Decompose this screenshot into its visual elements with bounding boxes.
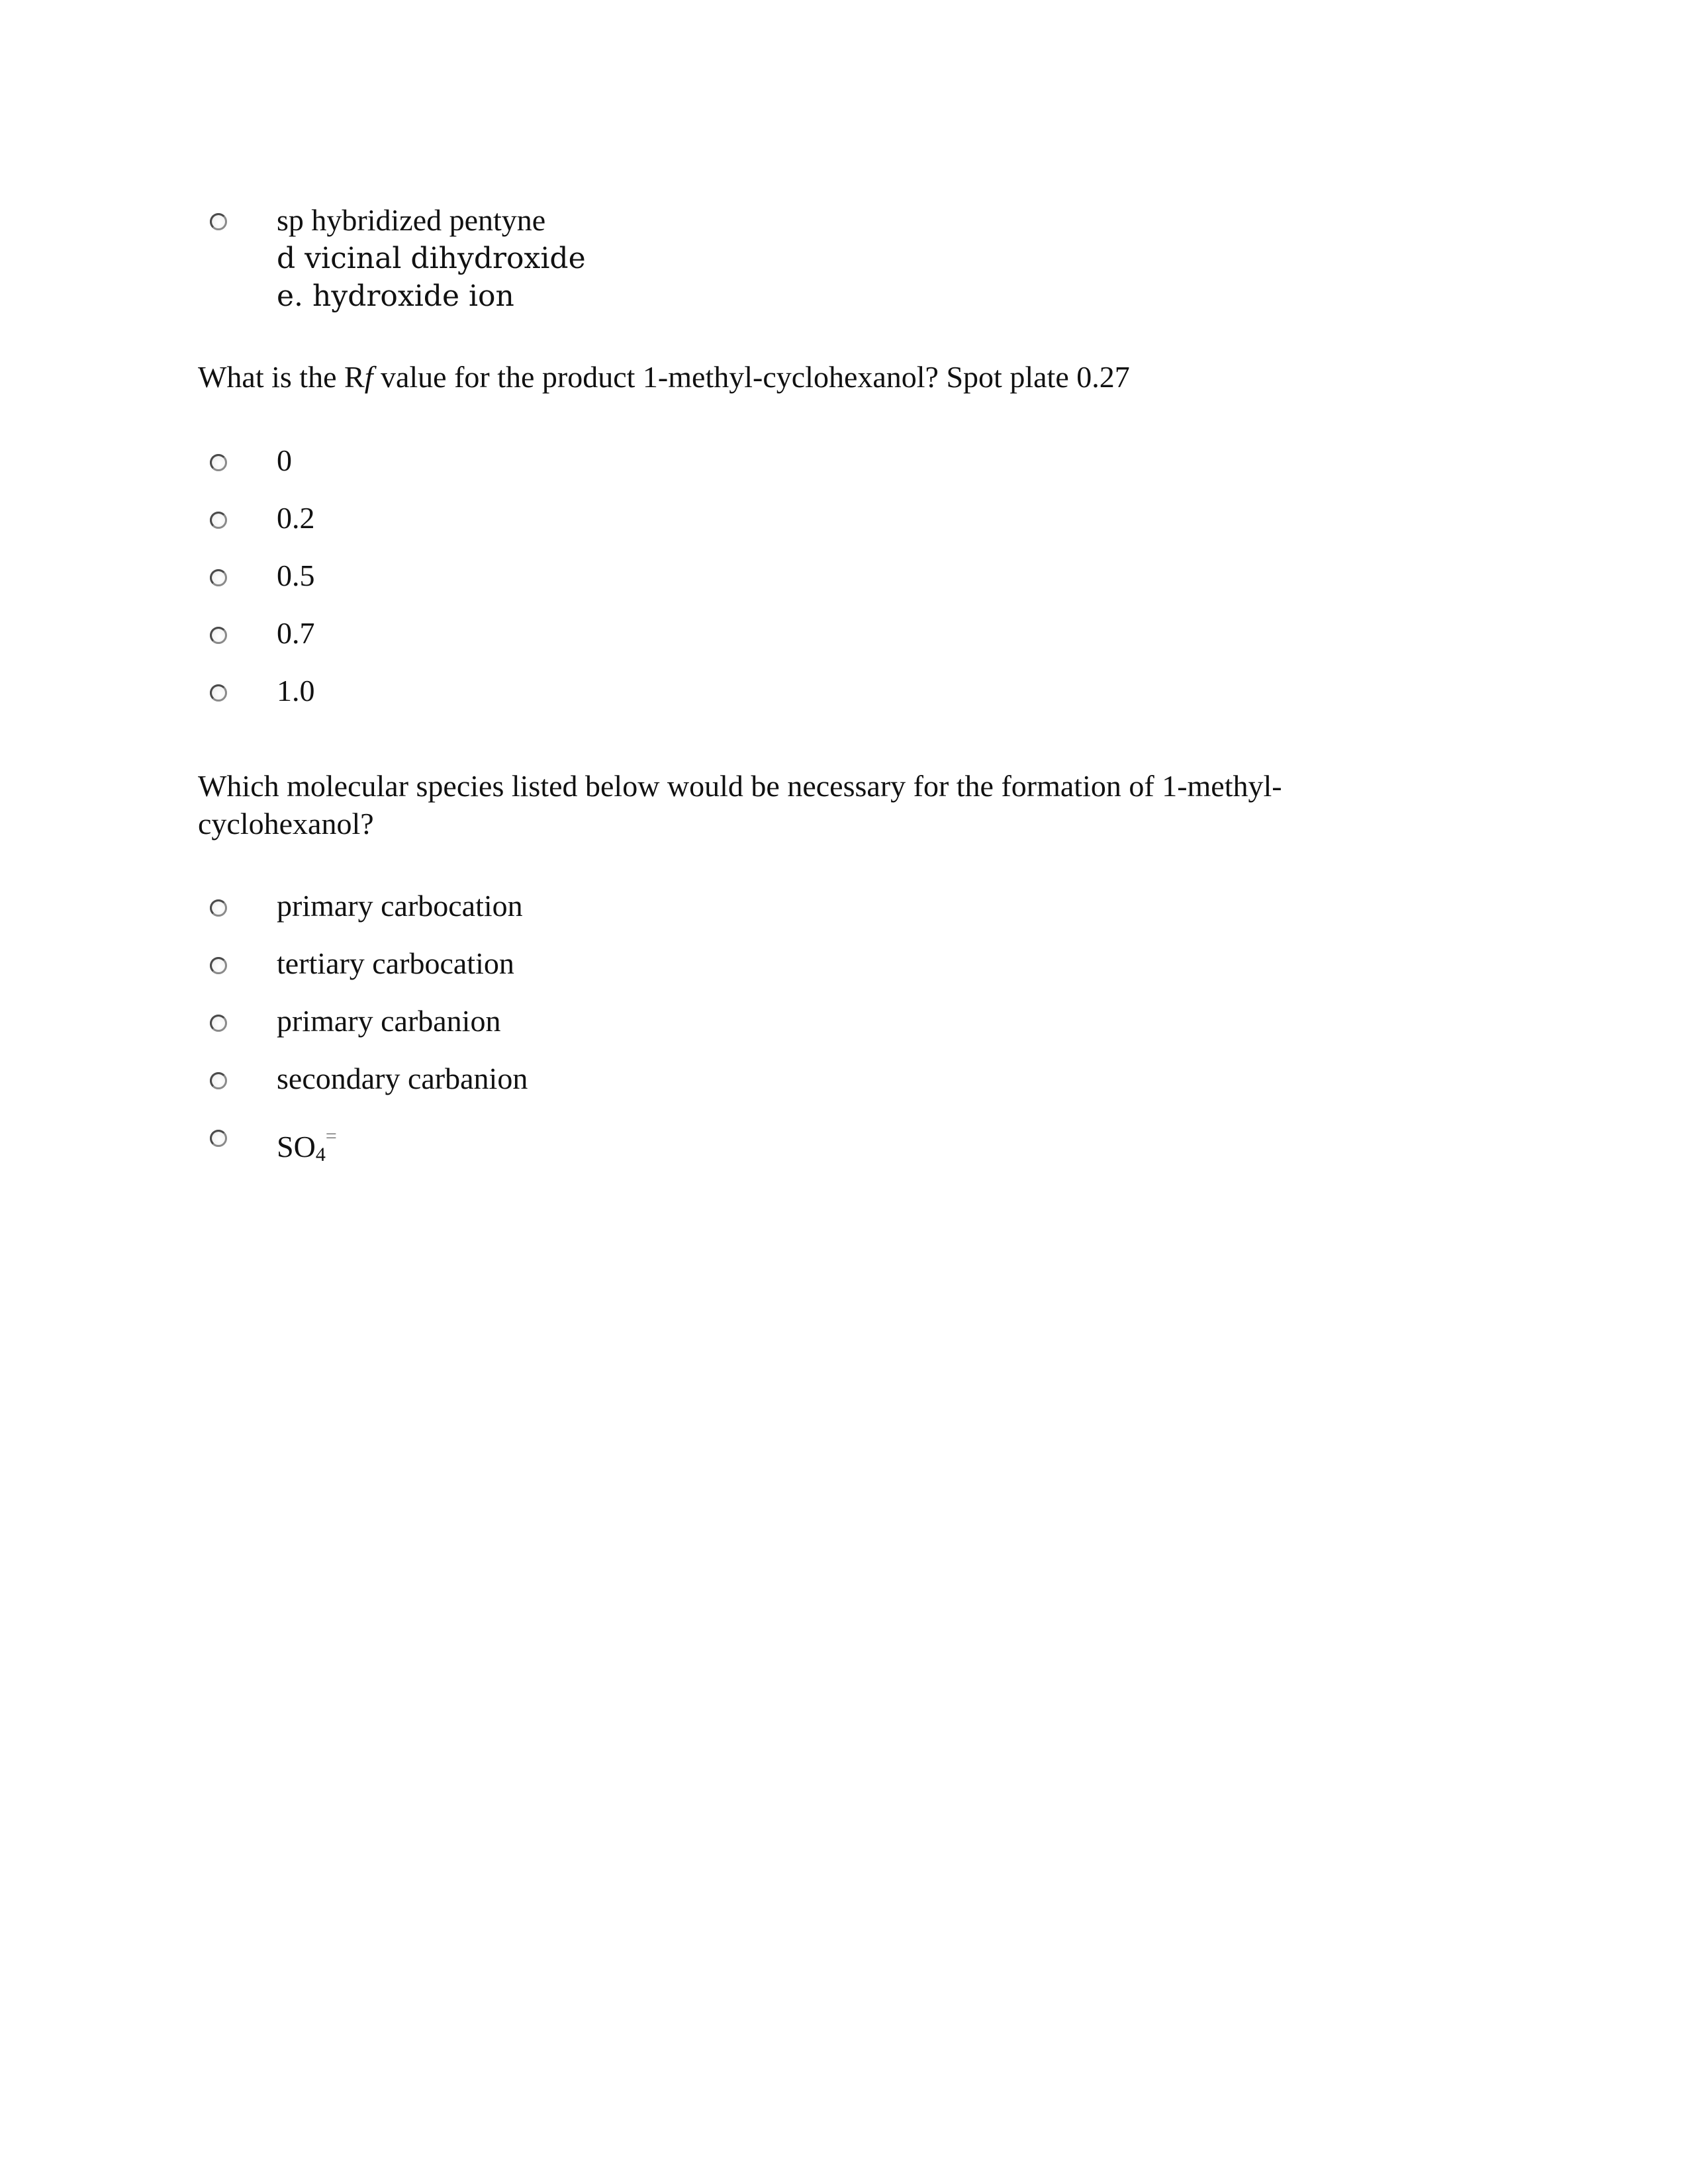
option-label: 0.2 xyxy=(277,501,315,535)
option-label: primary carbocation xyxy=(277,889,523,923)
question-italic-f: f xyxy=(364,360,373,394)
question-prefix: What is the R xyxy=(198,360,365,394)
option-label: 0.5 xyxy=(277,559,315,592)
option-label: secondary carbanion xyxy=(277,1062,528,1095)
question-text-line-1: Which molecular species listed below would be necessary for the formation of 1-methyl- xyxy=(198,769,1282,803)
radio-button[interactable] xyxy=(210,512,227,529)
question-text xyxy=(198,358,1130,396)
radio-button[interactable] xyxy=(210,899,227,917)
radio-button[interactable] xyxy=(210,1072,227,1089)
question-text-line-2: cyclohexanol? xyxy=(198,807,374,841)
option-line-1: sp hybridized pentyne xyxy=(277,203,546,237)
radio-button[interactable] xyxy=(210,684,227,702)
radio-button[interactable] xyxy=(210,957,227,974)
radio-button[interactable] xyxy=(210,1130,227,1147)
option-label: primary carbanion xyxy=(277,1004,501,1038)
option-label: 0 xyxy=(277,443,292,477)
radio-button[interactable] xyxy=(210,454,227,471)
radio-button[interactable] xyxy=(210,627,227,644)
option-line-3: e. hydroxide ion xyxy=(277,279,514,313)
formula-base: SO xyxy=(277,1130,316,1163)
formula-subscript: 4 xyxy=(315,1144,326,1165)
option-label: 0.7 xyxy=(277,616,315,650)
option-label: tertiary carbocation xyxy=(277,946,514,980)
radio-button[interactable] xyxy=(210,569,227,586)
option-label-sulfate xyxy=(277,1117,337,1174)
question-suffix: value for the product 1-methyl-cyclohexanol? Spot plate 0.27 xyxy=(373,360,1130,394)
option-label: 1.0 xyxy=(277,674,315,707)
formula-superscript: = xyxy=(325,1125,337,1147)
radio-button[interactable] xyxy=(210,213,227,230)
option-line-2: d vicinal dihydroxide xyxy=(277,242,586,275)
radio-button[interactable] xyxy=(210,1015,227,1032)
